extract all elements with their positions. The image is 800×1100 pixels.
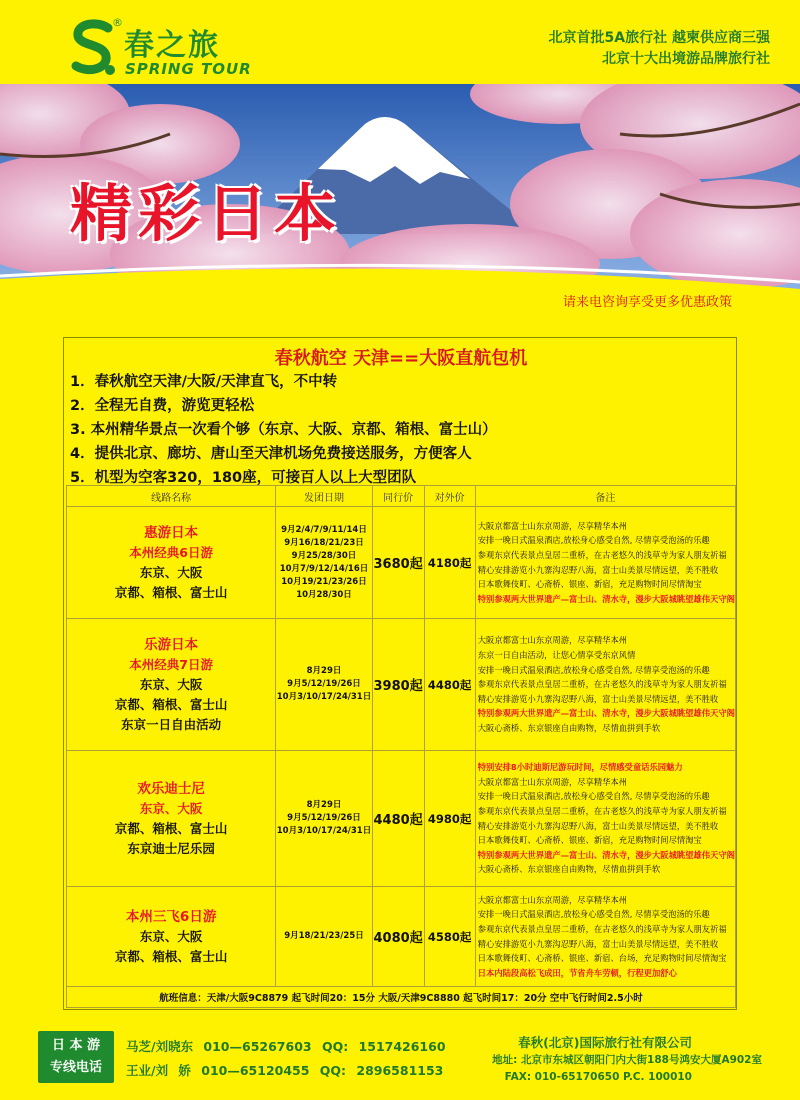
logo	[68, 14, 268, 84]
feature-list	[70, 370, 730, 490]
flight-info-row	[67, 987, 736, 1008]
trade-price: 3680起	[372, 507, 424, 619]
tagline	[549, 28, 770, 70]
col-header-trade-price: 同行价	[372, 486, 424, 507]
col-header-route: 线路名称	[67, 486, 276, 507]
banner	[0, 84, 800, 294]
feature-item: 1．春秋航空天津/大阪/天津直飞，不中转	[70, 374, 338, 390]
route-dates: 8月29日 9月5/12/19/26日 10月3/10/17/24/31日	[276, 619, 372, 751]
route-notes: 大阪京都富士山东京周游，尽享精华本州 东京一日自由活动，让您心情享受东京风情 安排一晚日式温泉酒店,放松身心感受自然, 尽情享受泡汤的乐趣 参观东京代表景点皇居二重桥，在古老悠久的浅草寺为家人朋友祈福 精心安排游览小九寨沟忍野八海，富士山美景尽情远望，美不胜收 特别参观两大世界遗产—富士山、清水寺，漫步大阪城眺望雄伟天守阁 大阪心斋桥、东京银座自由购物，尽情血拼到手软	[475, 619, 735, 751]
company-fax: FAX: 010-65170650 P.C. 100010	[504, 1071, 692, 1083]
feature-item: 4．提供北京、廊坊、唐山至天津机场免费接送服务，方便客人	[70, 446, 472, 462]
banner-title: 精彩日本	[70, 177, 343, 250]
company-address: 地址: 北京市东城区朝阳门内大街188号鸿安大厦A902室	[492, 1054, 762, 1066]
route-name: 本州三飞6日游 东京、大阪 京都、箱根、富士山	[67, 887, 276, 987]
table-row	[67, 507, 736, 619]
header	[0, 0, 800, 88]
table-row	[67, 619, 736, 751]
route-dates: 9月2/4/7/9/11/14日 9月16/18/21/23日 9月25/28/30日 10月7/9/12/14/16日 10月19/21/23/26日 10月28/30日	[276, 507, 372, 619]
flight-info: 航班信息：天津/大阪9C8879 起飞时间20：15分 大阪/天津9C8880 起飞时间17：20分 空中飞行时间2.5小时	[67, 987, 736, 1008]
retail-price: 4980起	[424, 751, 475, 887]
retail-price: 4580起	[424, 887, 475, 987]
route-name: 惠游日本 本州经典6日游 东京、大阪 京都、箱根、富士山	[67, 507, 276, 619]
footer	[0, 1025, 800, 1100]
retail-price: 4180起	[424, 507, 475, 619]
itinerary-box	[63, 337, 737, 1010]
trade-price: 3980起	[372, 619, 424, 751]
route-name: 乐游日本 本州经典7日游 东京、大阪 京都、箱根、富士山 东京一日自由活动	[67, 619, 276, 751]
contact-line-1: 马芝/刘晓东 010—65267603 QQ: 1517426160	[126, 1039, 446, 1054]
brand-name-cn: 春之旅	[124, 28, 220, 63]
table-header-row	[67, 486, 736, 507]
route-notes: 大阪京都富士山东京周游，尽享精华本州 安排一晚日式温泉酒店,放松身心感受自然, 尽情享受泡汤的乐趣 参观东京代表景点皇居二重桥，在古老悠久的浅草寺为家人朋友祈福 精心安排游览小九寨沟忍野八海，富士山美景尽情远望，美不胜收 日本歌舞伎町、心斋桥、银座、新宿、台场，充足购物时间尽情淘宝 日本内陆段高松飞成田，节省舟车劳顿，行程更加舒心	[475, 887, 735, 987]
trade-price: 4480起	[372, 751, 424, 887]
route-table	[66, 485, 736, 1008]
feature-item: 2．全程无自费，游览更轻松	[70, 398, 255, 414]
retail-price: 4480起	[424, 619, 475, 751]
charter-title: 春秋航空 天津==大阪直航包机	[274, 348, 528, 369]
registered-mark: ®	[112, 16, 123, 29]
route-dates: 9月18/21/23/25日	[276, 887, 372, 987]
trade-price: 4080起	[372, 887, 424, 987]
promo-text: 请来电咨询享受更多优惠政策	[562, 295, 732, 310]
feature-item: 5．机型为空客320，180座，可接百人以上大型团队	[70, 470, 417, 486]
route-dates: 8月29日 9月5/12/19/26日 10月3/10/17/24/31日	[276, 751, 372, 887]
route-notes: 特别安排8小时迪斯尼游玩时间，尽情感受童话乐园魅力 大阪京都富士山东京周游，尽享精华本州 安排一晚日式温泉酒店,放松身心感受自然, 尽情享受泡汤的乐趣 参观东京代表景点皇居二重桥，在古老悠久的浅草寺为家人朋友祈福 精心安排游览小九寨沟忍野八海，富士山美景尽情远望，美不胜收 日本歌舞伎町、心斋桥、银座、新宿，充足购物时间尽情淘宝 特别参观两大世界遗产—富士山、清水寺，漫步大阪城眺望雄伟天守阁 大阪心斋桥、东京银座自由购物，尽情血拼到手软	[475, 751, 735, 887]
brand-name-en: SPRING TOUR	[125, 60, 252, 78]
route-notes: 大阪京都富士山东京周游，尽享精华本州 安排一晚日式温泉酒店,放松身心感受自然, 尽情享受泡汤的乐趣 参观东京代表景点皇居二重桥，在古老悠久的浅草寺为家人朋友祈福 精心安排游览小九寨沟忍野八海，富士山美景尽情远望，美不胜收 日本歌舞伎町、心斋桥、银座、新宿，充足购物时间尽情淘宝 特别参观两大世界遗产—富士山、清水寺，漫步大阪城眺望雄伟天守阁	[475, 507, 735, 619]
col-header-notes: 备注	[475, 486, 735, 507]
col-header-retail-price: 对外价	[424, 486, 475, 507]
route-name: 欢乐迪士尼 东京、大阪 京都、箱根、富士山 东京迪士尼乐园	[67, 751, 276, 887]
tagline-line-1: 北京首批5A旅行社 越柬供应商三强	[548, 30, 770, 46]
hotline-label: 日 本 游 专线电话	[38, 1031, 114, 1083]
company-name: 春秋(北京)国际旅行社有限公司	[518, 1035, 692, 1050]
table-row	[67, 887, 736, 987]
contact-line-2: 王业/刘 娇 010—65120455 QQ: 2896581153	[126, 1063, 444, 1078]
tagline-line-2: 北京十大出境游品牌旅行社	[602, 51, 770, 67]
feature-item: 3. 本州精华景点一次看个够（东京、大阪、京都、箱根、富士山）	[70, 422, 497, 438]
col-header-dates: 发团日期	[276, 486, 372, 507]
table-row	[67, 751, 736, 887]
